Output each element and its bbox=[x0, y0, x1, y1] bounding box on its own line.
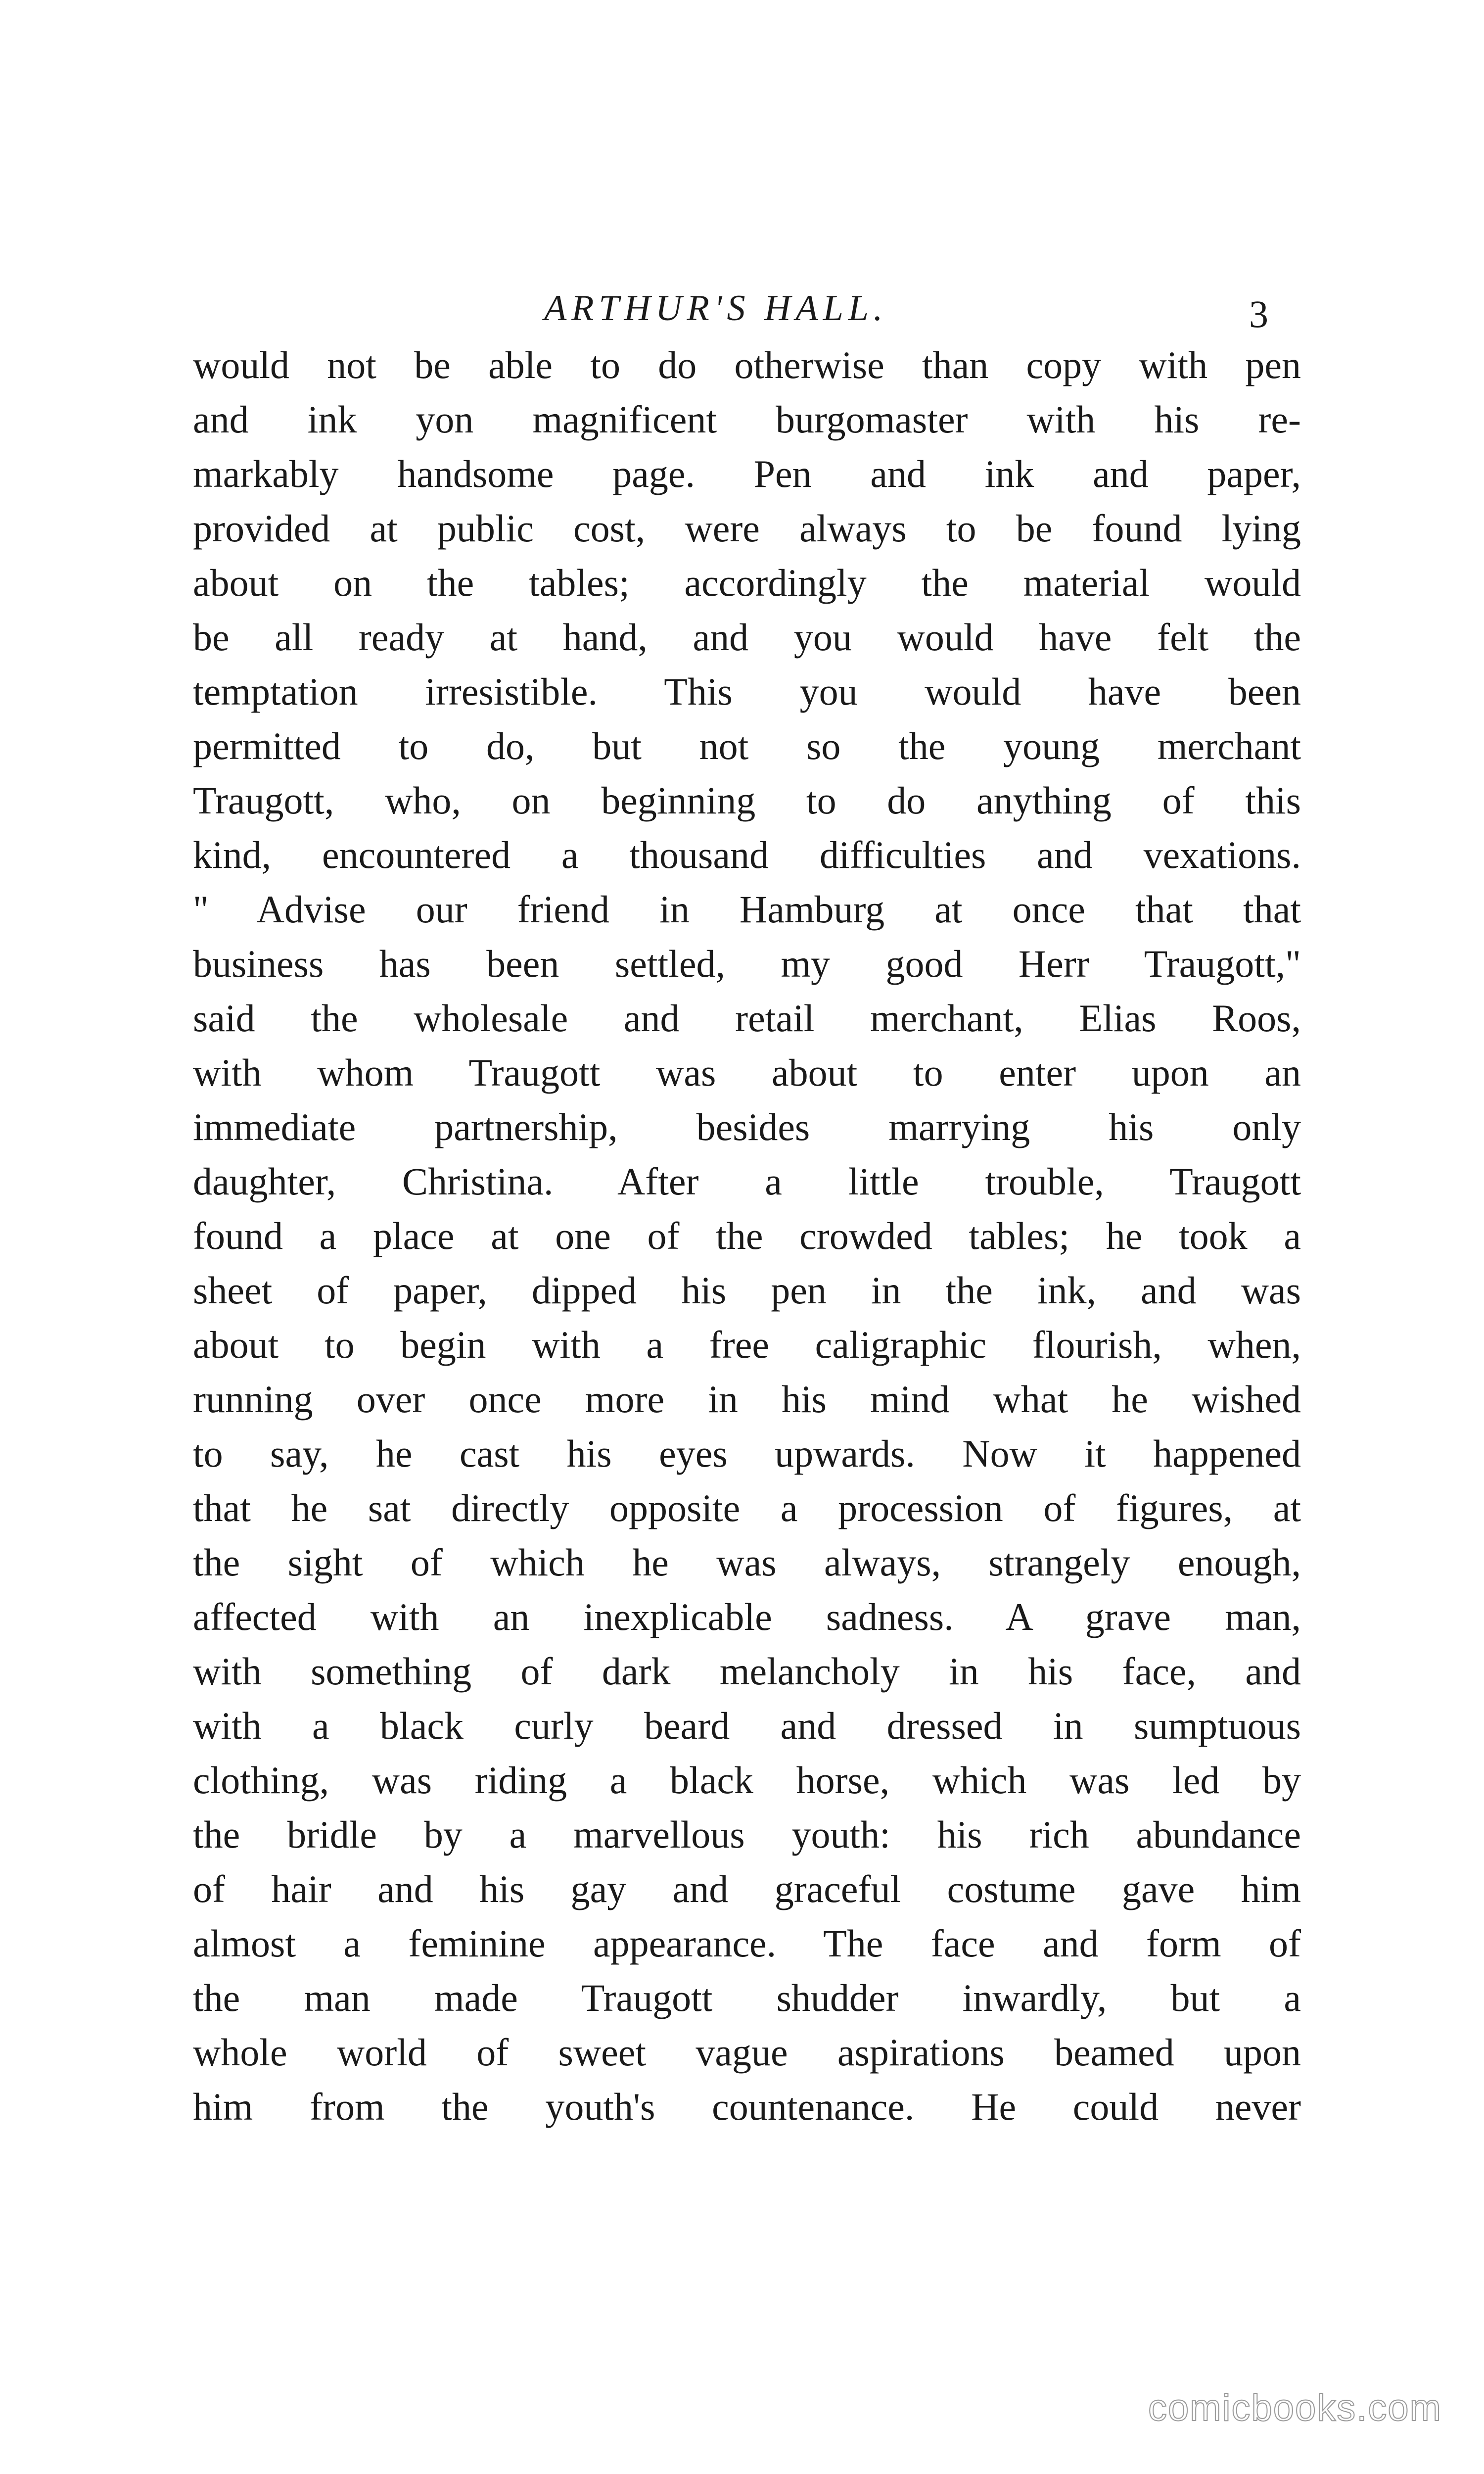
text-line: daughter, Christina. After a little trouble, Traugott bbox=[193, 1160, 1301, 1203]
text-line: and ink yon magnificent burgomaster with his re- bbox=[193, 398, 1301, 441]
text-line: Traugott, who, on beginning to do anything of this bbox=[193, 779, 1301, 822]
text-line: him from the youth's countenance. He could never bbox=[193, 2085, 1301, 2128]
text-line: found a place at one of the crowded tables; he took a bbox=[193, 1214, 1301, 1257]
text-line: immediate partnership, besides marrying his only bbox=[193, 1105, 1301, 1148]
text-line: business has been settled, my good Herr Traugott," bbox=[193, 942, 1301, 985]
text-line: running over once more in his mind what he wished bbox=[193, 1378, 1301, 1421]
text-line: almost a feminine appearance. The face and form of bbox=[193, 1922, 1301, 1965]
text-line: about to begin with a free caligraphic flourish, when, bbox=[193, 1323, 1301, 1366]
watermark: comicbooks.com bbox=[1148, 2387, 1442, 2429]
text-line: temptation irresistible. This you would have been bbox=[193, 670, 1301, 713]
text-line: the sight of which he was always, strangely enough, bbox=[193, 1541, 1301, 1584]
text-line: affected with an inexplicable sadness. A grave man, bbox=[193, 1595, 1301, 1638]
text-line: would not be able to do otherwise than copy with pen bbox=[193, 343, 1301, 386]
page-number: 3 bbox=[1249, 292, 1268, 335]
text-line: with whom Traugott was about to enter upon an bbox=[193, 1051, 1301, 1094]
text-line: about on the tables; accordingly the material would bbox=[193, 561, 1301, 604]
text-line: sheet of paper, dipped his pen in the ink, and was bbox=[193, 1269, 1301, 1312]
text-line: clothing, was riding a black horse, which was led by bbox=[193, 1759, 1301, 1802]
text-line: the bridle by a marvellous youth: his rich abundance bbox=[193, 1813, 1301, 1856]
text-line: " Advise our friend in Hamburg at once that that bbox=[193, 888, 1301, 931]
text-line: said the wholesale and retail merchant, Elias Roos, bbox=[193, 997, 1301, 1040]
text-line: provided at public cost, were always to be found lying bbox=[193, 507, 1301, 550]
text-line: kind, encountered a thousand difficulties and vexations. bbox=[193, 833, 1301, 876]
text-line: with something of dark melancholy in his face, and bbox=[193, 1650, 1301, 1693]
text-line: be all ready at hand, and you would have felt the bbox=[193, 616, 1301, 659]
text-line: the man made Traugott shudder inwardly, but a bbox=[193, 1976, 1301, 2019]
text-line: of hair and his gay and graceful costume gave him bbox=[193, 1867, 1301, 1910]
running-head-title: ARTHUR'S HALL. bbox=[544, 288, 888, 329]
text-line: permitted to do, but not so the young merchant bbox=[193, 724, 1301, 767]
text-line: markably handsome page. Pen and ink and paper, bbox=[193, 452, 1301, 495]
text-line: whole world of sweet vague aspirations beamed upon bbox=[193, 2031, 1301, 2074]
body-text bbox=[193, 338, 1301, 2134]
text-line: with a black curly beard and dressed in sumptuous bbox=[193, 1704, 1301, 1747]
text-line: that he sat directly opposite a procession of figures, at bbox=[193, 1486, 1301, 1529]
text-line: to say, he cast his eyes upwards. Now it happened bbox=[193, 1432, 1301, 1475]
